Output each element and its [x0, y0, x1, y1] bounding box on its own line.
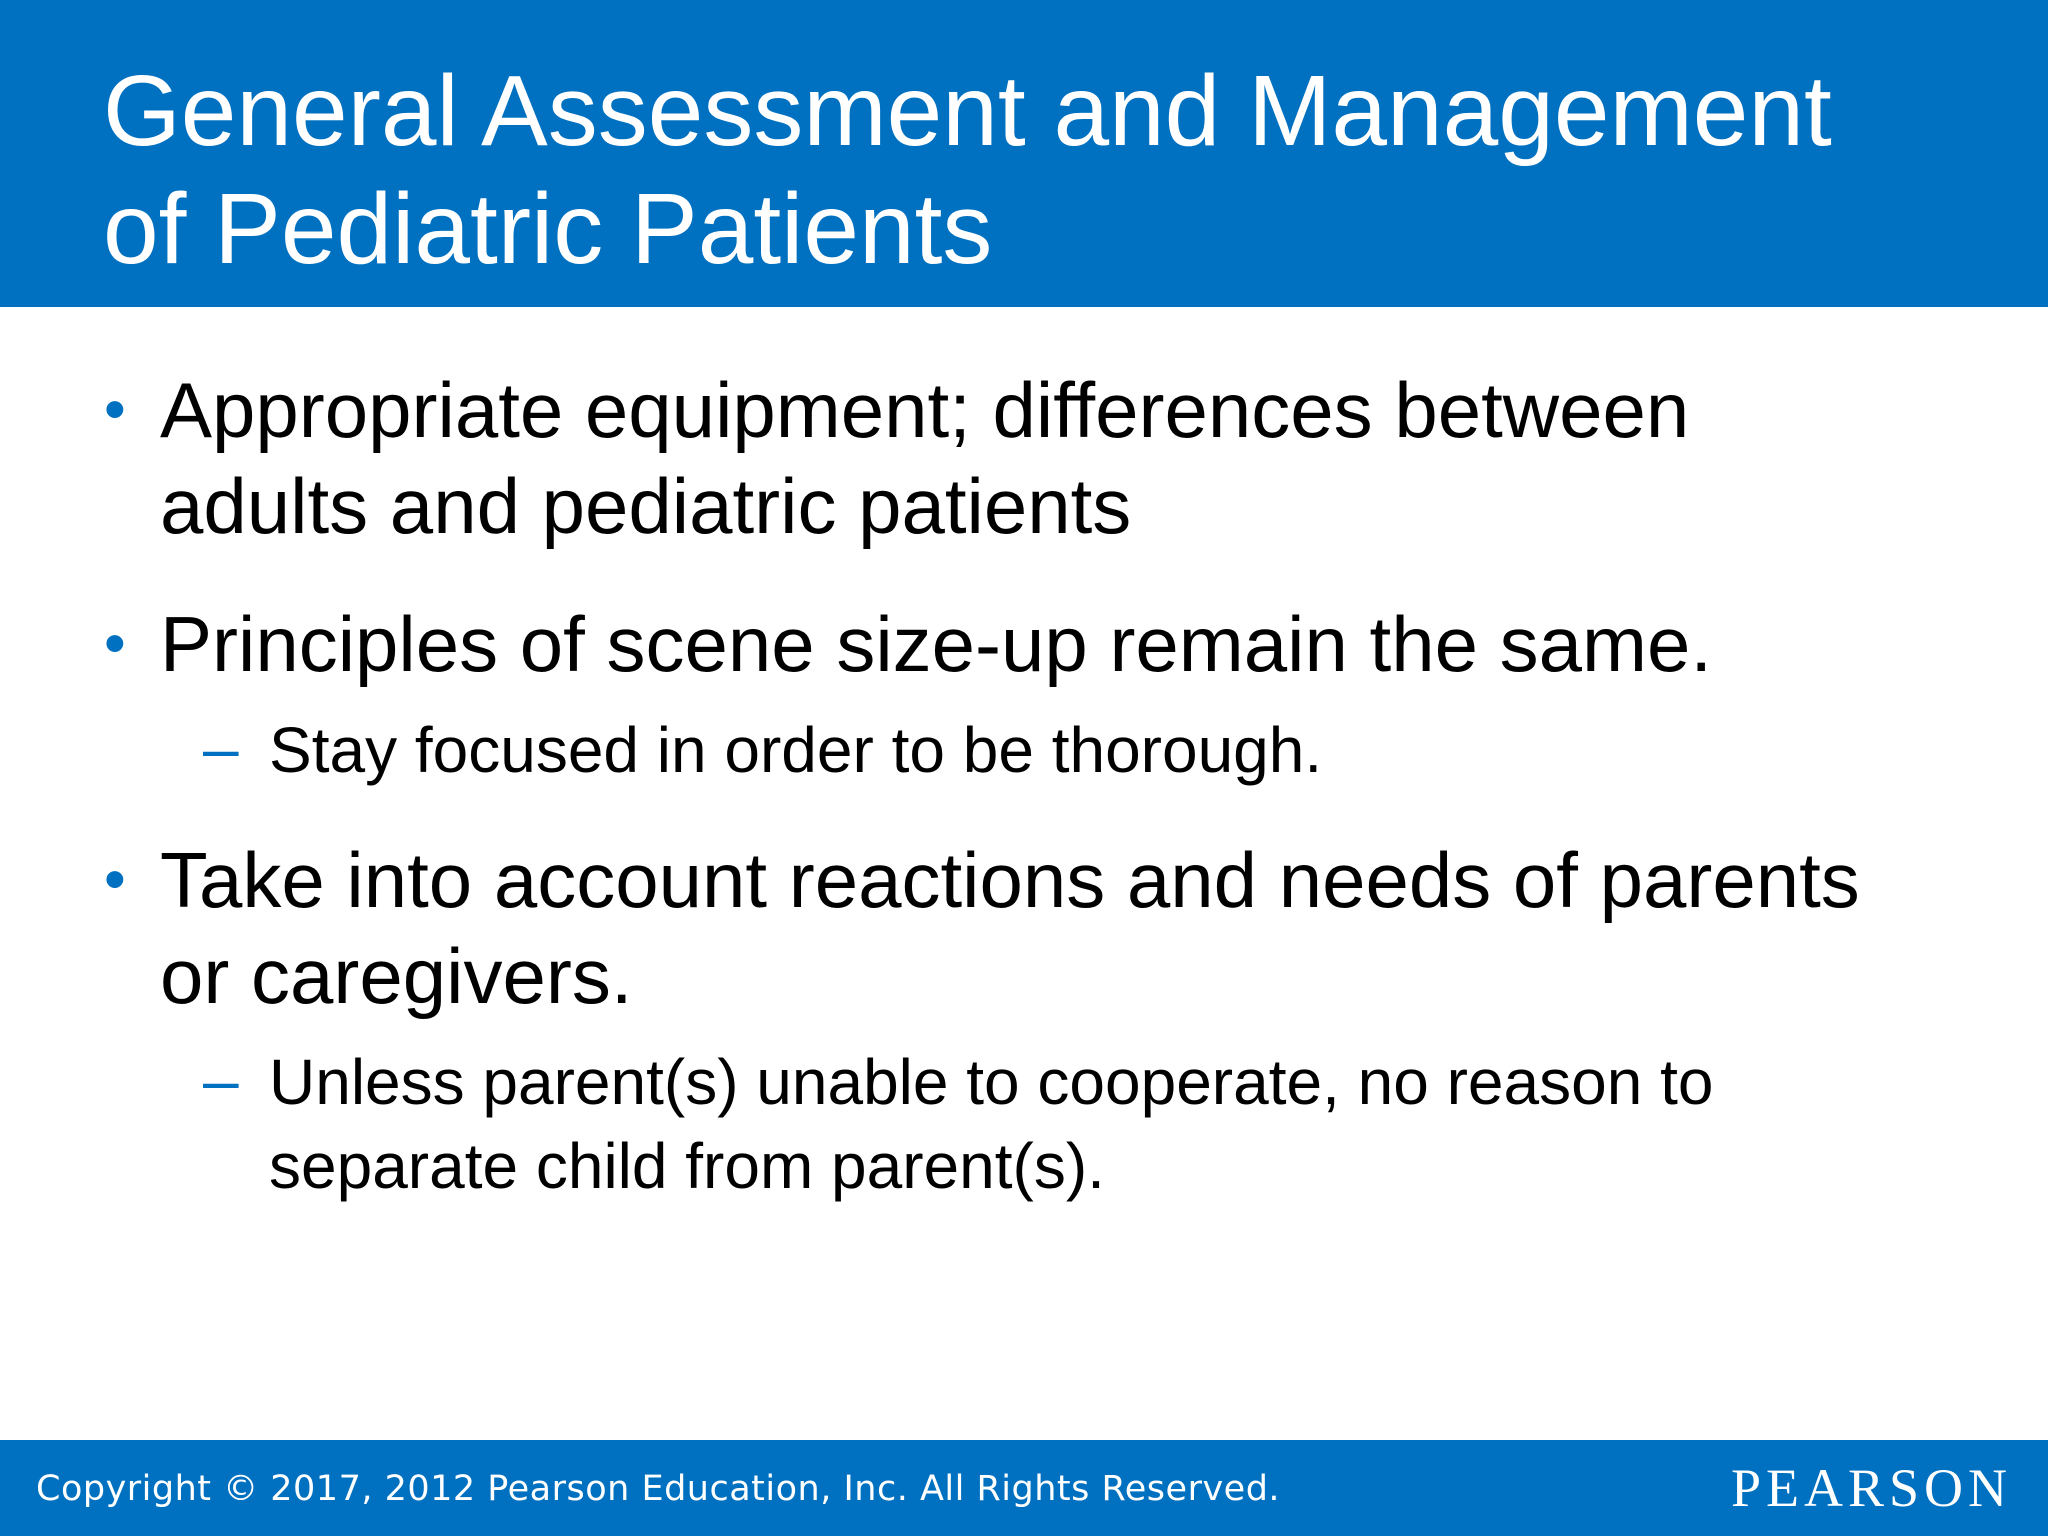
- slide-title-line-2: of Pediatric Patients: [103, 173, 993, 285]
- bullet-marker: •: [104, 375, 126, 444]
- sub-bullet-marker: –: [203, 1044, 239, 1116]
- bullet-item: [104, 362, 1920, 554]
- bullet-text-line: Appropriate equipment; differences between: [160, 366, 1690, 454]
- bullet-item: [104, 596, 1920, 692]
- sub-bullet-marker: –: [203, 712, 239, 784]
- sub-bullet-item: [203, 1040, 1929, 1208]
- sub-bullet-text-line: separate child from parent(s).: [269, 1130, 1105, 1202]
- bullet-marker: •: [104, 845, 126, 914]
- sub-bullet-text-line: Stay focused in order to be thorough.: [269, 714, 1323, 786]
- footer-bar: [0, 1440, 2048, 1536]
- sub-bullet-text-line: Unless parent(s) unable to cooperate, no reason to: [269, 1046, 1714, 1118]
- bullet-marker: •: [104, 609, 126, 678]
- bullet-text-line: adults and pediatric patients: [160, 462, 1132, 550]
- sub-bullet-item: [203, 708, 1929, 792]
- copyright-notice: Copyright © 2017, 2012 Pearson Education, Inc. All Rights Reserved.: [36, 1469, 1281, 1509]
- bullet-text-line: Take into account reactions and needs of parents: [160, 836, 1860, 924]
- pearson-logo: PEARSON: [1730, 1458, 2012, 1518]
- bullet-text-line: Principles of scene size-up remain the same.: [160, 600, 1713, 688]
- bullet-item: [104, 832, 1920, 1024]
- slide-title-line-1: General Assessment and Management: [103, 55, 1832, 167]
- bullet-text-line: or caregivers.: [160, 932, 633, 1020]
